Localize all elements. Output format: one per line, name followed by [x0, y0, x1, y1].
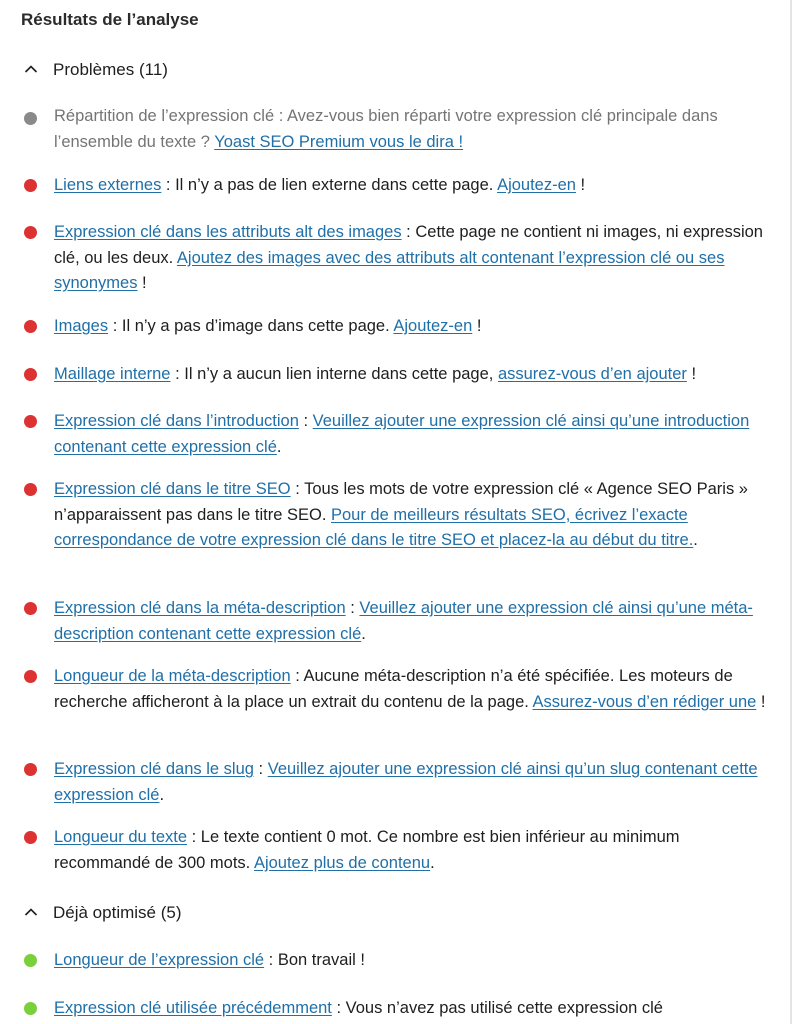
problem-item-description: : Il n’y a pas de lien externe dans cette page. — [161, 176, 498, 194]
problem-item-text — [54, 664, 770, 715]
status-bad-icon — [24, 415, 37, 428]
chevron-up-icon — [20, 903, 44, 923]
optimized-section-label: Déjà optimisé (5) — [53, 903, 182, 922]
problem-item-tail: . — [361, 624, 366, 643]
problem-item-text — [54, 173, 770, 199]
status-bad-icon — [24, 368, 37, 381]
add-images-alt-link[interactable]: Ajoutez des images avec des attributs alt contenant l’expression clé ou ses synonymes — [54, 248, 725, 292]
problem-item-tail: . — [159, 785, 165, 804]
assessment-link-previously-used-keyphrase[interactable]: Expression clé utilisée précédemment — [54, 999, 332, 1017]
assessment-link-internal-links[interactable]: Maillage interne — [54, 365, 171, 383]
panel-title: Résultats de l’analyse — [21, 10, 199, 29]
problem-item-description: : Cette page ne contient ni images, ni expression clé, ou les deux. — [54, 223, 763, 267]
assessment-link-introduction[interactable]: Expression clé dans l’introduction — [54, 412, 299, 430]
problem-item-description: : — [345, 599, 360, 617]
status-bad-icon — [24, 483, 37, 496]
problem-item-tail: ! — [575, 176, 586, 194]
problem-item-text — [54, 596, 770, 647]
problem-item-description: : — [253, 760, 268, 778]
problem-item-tail: . — [430, 853, 435, 872]
problem-item-tail: . — [276, 437, 282, 456]
problem-item-text — [54, 220, 770, 297]
add-keyphrase-meta-link[interactable]: Veuillez ajouter une expression clé ainsi qu’une méta-description contenant cette expression clé — [54, 599, 753, 643]
status-bad-icon — [24, 602, 37, 615]
problem-item-text — [54, 825, 770, 876]
status-bad-icon — [24, 179, 37, 192]
status-bad-icon — [24, 670, 37, 683]
assessment-link-image-alt[interactable]: Expression clé dans les attributs alt des images — [54, 223, 402, 241]
assessment-link-meta-description-length[interactable]: Longueur de la méta-description — [54, 667, 291, 685]
assessment-link-text-length[interactable]: Longueur du texte — [54, 828, 188, 846]
assessment-link-external-links[interactable]: Liens externes — [54, 176, 162, 194]
improve-seo-title-link[interactable]: Pour de meilleurs résultats SEO, écrivez l’exacte correspondance de votre expression clé dans le titre SEO et placez-la au début du titre. — [54, 505, 694, 549]
problem-item-text — [54, 362, 770, 388]
problem-item-description: : Il n’y a aucun lien interne dans cette page, — [170, 365, 498, 383]
optimized-section-toggle[interactable] — [20, 903, 182, 923]
write-meta-description-link[interactable]: Assurez-vous d’en rédiger une — [532, 692, 757, 711]
yoast-premium-link[interactable]: Yoast SEO Premium vous le dira ! — [214, 132, 464, 151]
problem-item-description: Répartition de l’expression clé : Avez-vous bien réparti votre expression clé principale dans l’ensemble du texte ? — [54, 107, 718, 151]
assessment-link-keyphrase-length[interactable]: Longueur de l’expression clé — [54, 951, 265, 969]
problem-item-description: : Il n’y a pas d’image dans cette page. — [108, 317, 394, 335]
problem-item-text — [54, 477, 770, 554]
status-bad-icon — [24, 831, 37, 844]
status-good-icon — [24, 954, 37, 967]
assessment-link-slug[interactable]: Expression clé dans le slug — [54, 760, 254, 778]
status-bad-icon — [24, 320, 37, 333]
problem-item-text — [54, 757, 770, 808]
add-keyphrase-intro-link[interactable]: Veuillez ajouter une expression clé ainsi qu’une introduction contenant cette expression clé — [54, 412, 750, 456]
add-external-links-link[interactable]: Ajoutez-en — [497, 176, 576, 194]
assessment-link-images[interactable]: Images — [54, 317, 109, 335]
add-content-link[interactable]: Ajoutez plus de contenu — [253, 853, 431, 872]
good-item-description: : Vous n’avez pas utilisé cette expression clé — [331, 999, 663, 1017]
problem-item-description: : Tous les mots de votre expression clé « Agence SEO Paris » n’apparaissent pas dans le titre SEO. — [54, 480, 748, 524]
add-keyphrase-slug-link[interactable]: Veuillez ajouter une expression clé ainsi qu’un slug contenant cette expression clé — [54, 760, 758, 804]
good-item-text — [54, 948, 770, 974]
assessment-link-seo-title[interactable]: Expression clé dans le titre SEO — [54, 480, 291, 498]
good-item-description: : Bon travail ! — [264, 951, 365, 969]
add-images-link[interactable]: Ajoutez-en — [393, 317, 473, 335]
problem-item-description: : Le texte contient 0 mot. Ce nombre est bien inférieur au minimum recommandé de 300 mots. — [54, 828, 680, 872]
problem-item-tail: ! — [756, 692, 766, 711]
assessment-link-meta-description-keyphrase[interactable]: Expression clé dans la méta-description — [54, 599, 346, 617]
problem-item-tail: ! — [137, 274, 147, 292]
problems-section-toggle[interactable] — [20, 60, 168, 80]
good-item-text — [54, 996, 770, 1022]
problem-item-text — [54, 409, 770, 460]
problems-section-label: Problèmes (11) — [53, 60, 168, 79]
status-good-icon — [24, 1002, 37, 1015]
problem-item-tail: ! — [686, 365, 697, 383]
chevron-up-icon — [20, 60, 44, 80]
status-bad-icon — [24, 763, 37, 776]
problem-item-tail: ! — [472, 317, 482, 335]
problem-item-text — [54, 314, 770, 340]
problem-item-description: : Aucune méta-description n’a été spécifiée. Les moteurs de recherche afficheront à la place un extrait du contenu de la page. — [54, 667, 733, 711]
problem-item-text — [54, 104, 770, 155]
status-bad-icon — [24, 226, 37, 239]
problem-item-description: : — [298, 412, 313, 430]
status-premium-icon — [24, 112, 37, 125]
problem-item-tail: . — [693, 531, 698, 549]
add-internal-links-link[interactable]: assurez-vous d’en ajouter — [497, 365, 687, 383]
